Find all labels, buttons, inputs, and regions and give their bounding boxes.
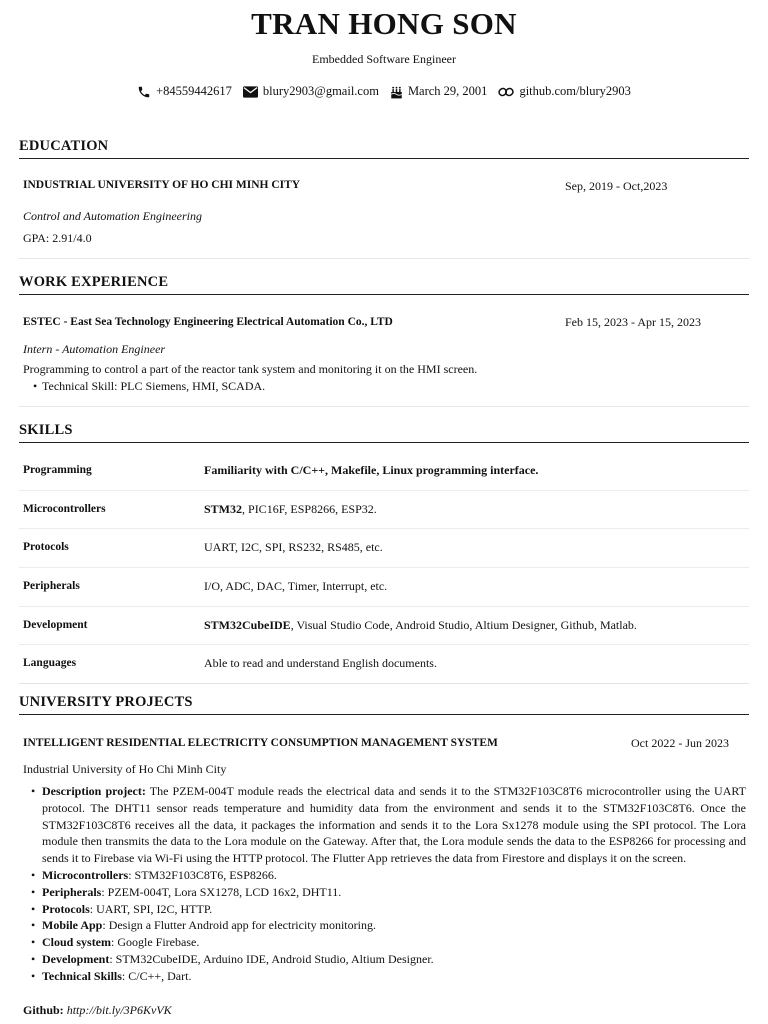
skill-row <box>19 568 749 607</box>
projects-heading: UNIVERSITY PROJECTS <box>19 694 749 715</box>
skill-category: Peripherals <box>23 580 80 593</box>
education-gpa: GPA: 2.91/4.0 <box>23 231 92 245</box>
education-major: Control and Automation Engineering <box>23 209 202 223</box>
contact-github[interactable] <box>498 84 630 99</box>
skill-category: Development <box>23 618 88 631</box>
work-company: ESTEC - East Sea Technology Engineering Electrical Automation Co., LTD <box>23 316 393 328</box>
skill-description: STM32, PIC16F, ESP8266, ESP32. <box>204 501 377 516</box>
job-title: Embedded Software Engineer <box>312 52 456 66</box>
skill-description: Able to read and understand English documents. <box>204 656 437 671</box>
skill-row <box>19 529 749 568</box>
work-bullet: • Technical Skill: PLC Siemens, HMI, SCADA. <box>33 379 266 393</box>
project-bullets <box>26 783 746 985</box>
skill-category: Microcontrollers <box>23 502 106 515</box>
contact-email[interactable] <box>243 84 379 99</box>
skill-description: STM32CubeIDE, Visual Studio Code, Android Studio, Altium Designer, Github, Matlab. <box>204 617 637 632</box>
phone-number: +84559442617 <box>156 84 232 98</box>
skill-row <box>19 607 749 646</box>
skill-description: I/O, ADC, DAC, Timer, Interrupt, etc. <box>204 579 388 594</box>
list-item: • Technical Skills: C/C++, Dart. <box>26 968 746 985</box>
link-icon <box>498 85 514 99</box>
skill-category: Programming <box>23 464 92 476</box>
skill-row <box>19 491 749 530</box>
birth-date: March 29, 2001 <box>407 84 488 98</box>
education-heading: EDUCATION <box>19 138 749 159</box>
skill-description: Familiarity with C/C++, Makefile, Linux programming interface. <box>204 463 539 477</box>
birthday-cake-icon <box>390 85 403 99</box>
skills-table <box>19 452 749 684</box>
phone-icon <box>137 85 151 99</box>
work-heading: WORK EXPERIENCE <box>19 274 749 295</box>
list-item: • Microcontrollers: STM32F103C8T6, ESP8266. <box>26 867 746 884</box>
project-dates: Oct 2022 - Jun 2023 <box>631 736 729 750</box>
github-handle: github.com/blury2903 <box>519 84 631 98</box>
list-item: • Protocols: UART, SPI, I2C, HTTP. <box>26 901 746 918</box>
list-item: • Mobile App: Design a Flutter Android app for electricity monitoring. <box>26 917 746 934</box>
contact-row <box>0 84 768 99</box>
email-icon <box>243 86 258 98</box>
skill-category: Protocols <box>23 541 69 554</box>
list-item: • Peripherals: PZEM-004T, Lora SX1278, LCD 16x2, DHT11. <box>26 884 746 901</box>
skill-row <box>19 452 749 491</box>
project-title: INTELLIGENT RESIDENTIAL ELECTRICITY CONSUMPTION MANAGEMENT SYSTEM <box>23 737 498 749</box>
email-address: blury2903@gmail.com <box>262 84 379 98</box>
work-role: Intern - Automation Engineer <box>23 342 166 356</box>
candidate-name: TRAN HONG SON <box>251 6 517 41</box>
skills-heading: SKILLS <box>19 422 749 443</box>
list-item: • Cloud system: Google Firebase. <box>26 934 746 951</box>
project-organization: Industrial University of Ho Chi Minh City <box>23 762 227 776</box>
divider <box>19 258 749 259</box>
project-github <box>23 1003 172 1018</box>
github-link[interactable]: http://bit.ly/3P6KvVK <box>63 1003 172 1017</box>
list-item: • Development: STM32CubeIDE, Arduino IDE, Android Studio, Altium Designer. <box>26 951 746 968</box>
github-label: Github: <box>23 1003 64 1017</box>
work-dates: Feb 15, 2023 - Apr 15, 2023 <box>565 315 701 329</box>
skill-category: Languages <box>23 657 77 670</box>
list-item: • Description project: The PZEM-004T module reads the electrical data and sends it to the STM32F103C8T6 microcontroller using the UART protocol. The DHT11 sensor reads temperature and humidity data from the environment and sends it to the STM32F103C8T6. Once the STM32F103C8T6 receives all the data, it packages the information and sends it to the Lora Sx1278 module using the SPI protocol. The Lora module then transmits the data to the Lora module on the Gateway. After that, the Lora module sends the data to the ESP8266 for processing and sends it to Firebase via Wi-Fi using the HTTP protocol. The Flutter App retrieves the data from Firestore and displays it on the screen. <box>26 783 746 867</box>
education-dates: Sep, 2019 - Oct,2023 <box>565 179 668 193</box>
education-school: INDUSTRIAL UNIVERSITY OF HO CHI MINH CITY <box>23 179 301 191</box>
divider <box>19 406 749 407</box>
contact-birthday <box>390 84 488 99</box>
skill-description: UART, I2C, SPI, RS232, RS485, etc. <box>204 540 383 555</box>
work-description: Programming to control a part of the reactor tank system and monitoring it on the HMI screen. <box>23 362 478 376</box>
contact-phone[interactable] <box>137 84 232 99</box>
skill-row <box>19 645 749 684</box>
